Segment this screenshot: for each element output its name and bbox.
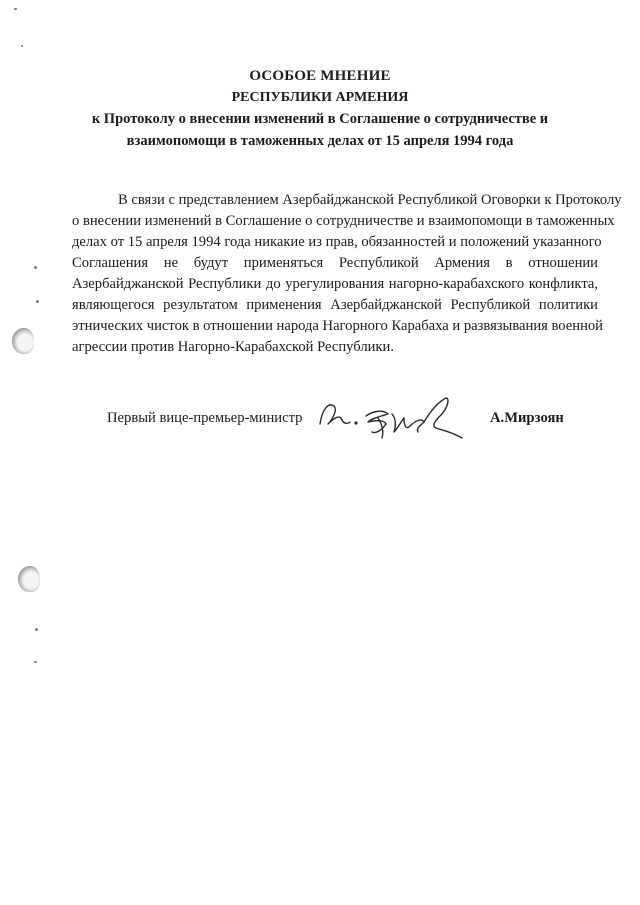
body-line: агрессии против Нагорно-Карабахской Республики. (72, 339, 394, 355)
document-heading-line: взаимопомощи в таможенных делах от 15 апреля 1994 года (126, 133, 514, 149)
scan-speck (36, 300, 39, 303)
signature-block (0, 410, 640, 460)
document-heading-line: к Протоколу о внесении изменений в Соглашение о сотрудничестве и (91, 111, 549, 127)
body-line: являющегося результатом применения Азербайджанской Республикой политики (72, 297, 598, 313)
document-title: ОСОБОЕ МНЕНИЕ (249, 68, 391, 84)
scan-speck (34, 266, 37, 269)
body-paragraph (72, 190, 622, 358)
body-line: Азербайджанской Республики до урегулирования нагорно-карабахского конфликта, (72, 276, 598, 292)
scan-speck (21, 45, 23, 47)
punch-hole (12, 328, 34, 354)
body-line: В связи с представлением Азербайджанской Республикой Оговорки к Протоколу (118, 192, 622, 208)
scan-speck (35, 628, 38, 631)
punch-hole (18, 566, 40, 592)
signatory-name: А.Мирзоян (490, 410, 564, 426)
document-subtitle: РЕСПУБЛИКИ АРМЕНИЯ (231, 90, 409, 105)
signatory-position: Первый вице-премьер-министр (107, 410, 303, 426)
handwritten-signature (312, 388, 472, 452)
scan-speck (14, 8, 17, 10)
body-line: о внесении изменений в Соглашение о сотрудничестве и взаимопомощи в таможенных (72, 213, 615, 229)
scan-speck (34, 661, 37, 663)
body-line: делах от 15 апреля 1994 года никакие из прав, обязанностей и положений указанного (72, 234, 602, 250)
body-line: этнических чисток в отношении народа Нагорного Карабаха и развязывания военной (72, 318, 603, 334)
body-line: Соглашения не будут применяться Республикой Армения в отношении (72, 255, 598, 271)
